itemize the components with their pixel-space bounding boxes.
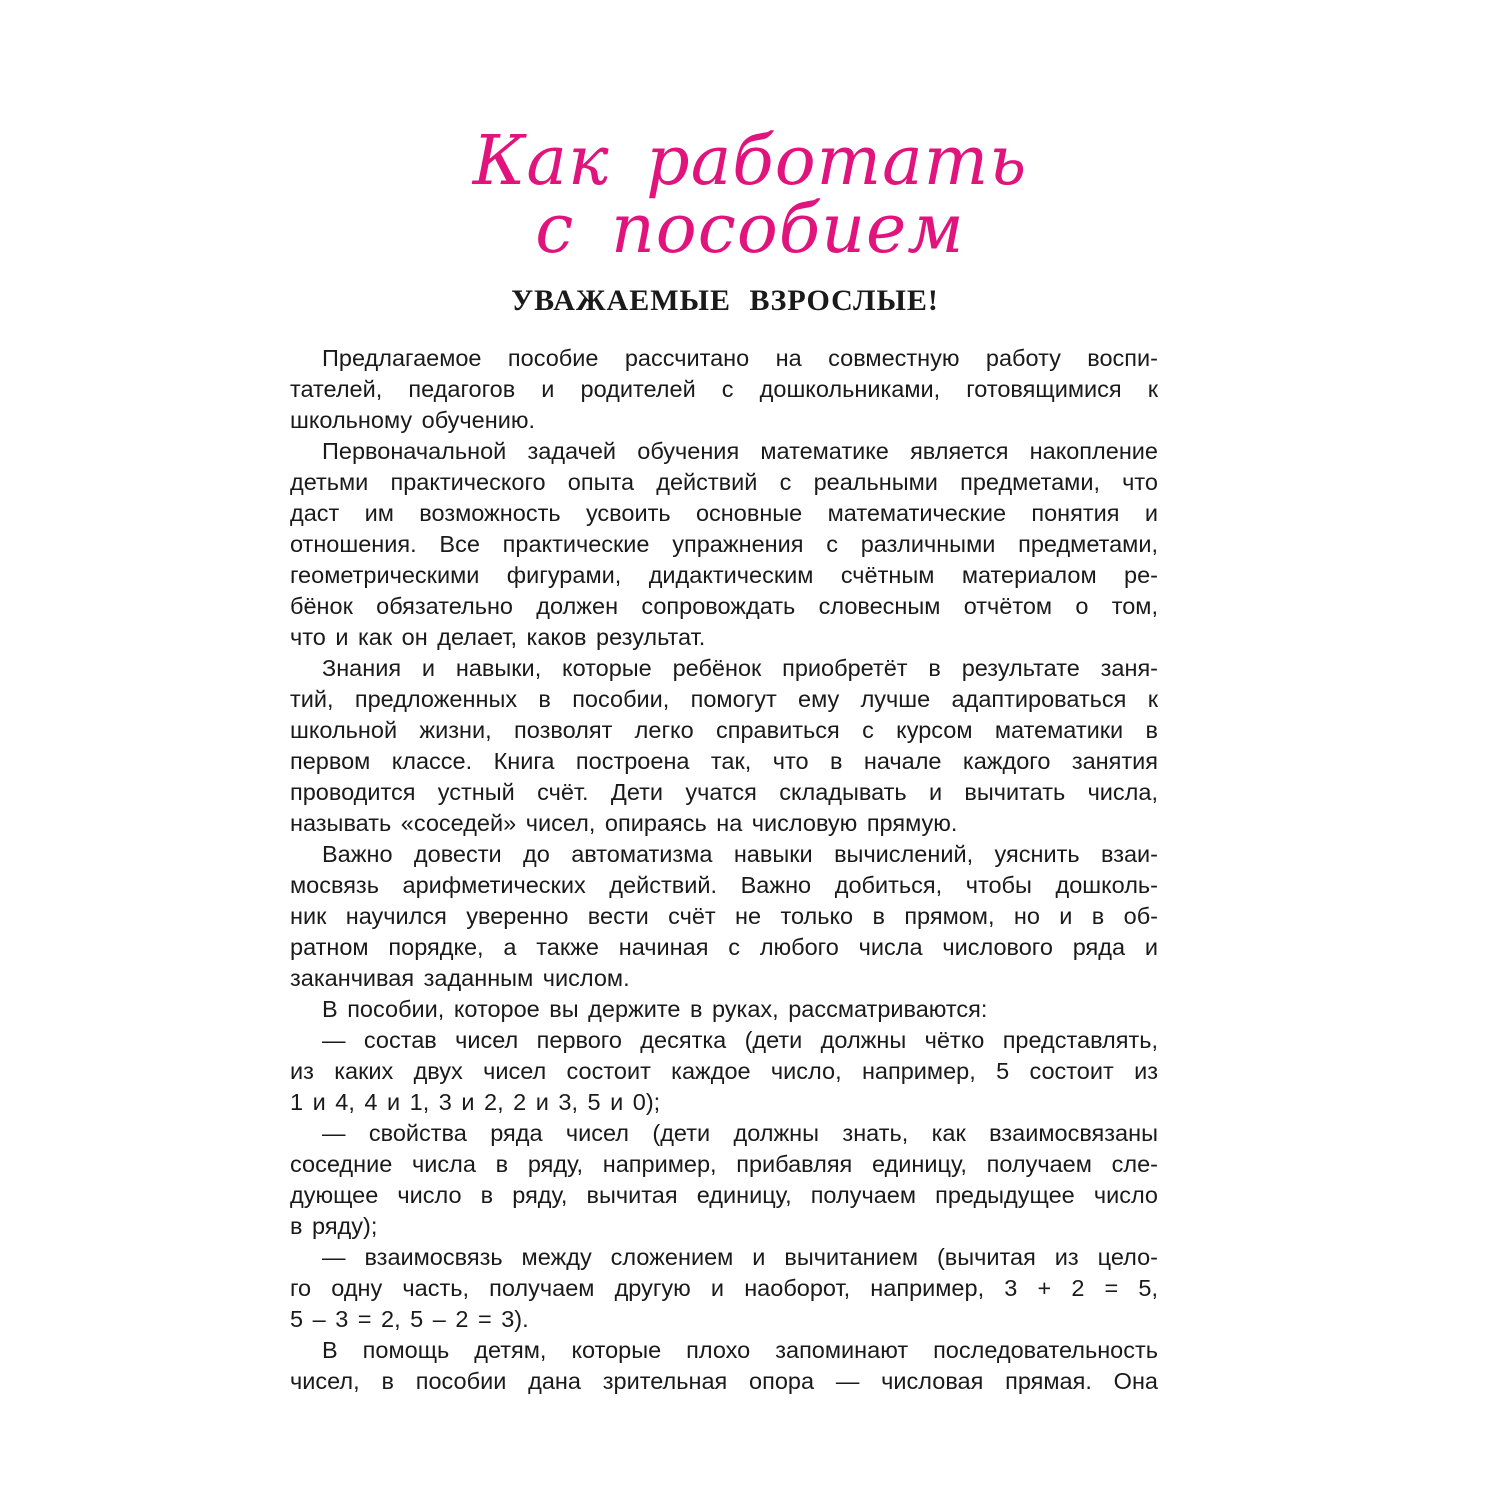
text-line: первом классе. Книга построена так, что в начале каждого занятия <box>290 748 1158 774</box>
page-title-line-1: Как работать <box>472 122 1028 201</box>
greeting-heading: УВАЖАЕМЫЕ ВЗРОСЛЫЕ! <box>511 284 939 317</box>
text-line: соседние числа в ряду, например, прибавляя единицу, получаем сле- <box>290 1151 1158 1177</box>
text-line: Знания и навыки, которые ребёнок приобретёт в результате заня- <box>322 655 1158 681</box>
text-line: — взаимосвязь между сложением и вычитанием (вычитая из цело- <box>322 1244 1158 1270</box>
text-line: из каких двух чисел состоит каждое число, например, 5 состоит из <box>290 1058 1158 1084</box>
text-line: в ряду); <box>290 1213 378 1239</box>
text-line: Предлагаемое пособие рассчитано на совместную работу воспи- <box>322 345 1158 371</box>
text-line: В пособии, которое вы держите в руках, рассматриваются: <box>322 996 988 1022</box>
text-line: называть «соседей» чисел, опираясь на числовую прямую. <box>290 810 958 836</box>
text-line: заканчивая заданным числом. <box>290 965 630 991</box>
text-line: бёнок обязательно должен сопровождать словесным отчётом о том, <box>290 593 1158 619</box>
text-line: мосвязь арифметических действий. Важно добиться, чтобы дошколь- <box>290 872 1158 898</box>
text-line: даст им возможность усвоить основные математические понятия и <box>290 500 1158 526</box>
text-line: тий, предложенных в пособии, помогут ему лучше адаптироваться к <box>290 686 1158 712</box>
text-line: школьному обучению. <box>290 407 535 433</box>
text-line: геометрическими фигурами, дидактическим счётным материалом ре- <box>290 562 1158 588</box>
body-text <box>290 343 1158 1397</box>
text-line: отношения. Все практические упражнения с различными предметами, <box>290 531 1158 557</box>
text-line: Первоначальной задачей обучения математике является накопление <box>322 438 1158 464</box>
text-line: Важно довести до автоматизма навыки вычислений, уяснить взаи- <box>322 841 1158 867</box>
text-line: ник научился уверенно вести счёт не только в прямом, но и в об- <box>290 903 1158 929</box>
text-line: — состав чисел первого десятка (дети должны чётко представлять, <box>322 1027 1158 1053</box>
text-line: дующее число в ряду, вычитая единицу, получаем предыдущее число <box>290 1182 1158 1208</box>
text-line: В помощь детям, которые плохо запоминают последовательность <box>322 1337 1158 1363</box>
text-line: школьной жизни, позволят легко справиться с курсом математики в <box>290 717 1158 743</box>
text-line: 1 и 4, 4 и 1, 3 и 2, 2 и 3, 5 и 0); <box>290 1089 661 1115</box>
text-line: ратном порядке, а также начиная с любого числа числового ряда и <box>290 934 1158 960</box>
page-title-line-2: с пособием <box>535 190 965 269</box>
text-line: детьми практического опыта действий с реальными предметами, что <box>290 469 1158 495</box>
text-line: проводится устный счёт. Дети учатся складывать и вычитать числа, <box>290 779 1158 805</box>
text-line: 5 – 3 = 2, 5 – 2 = 3). <box>290 1306 529 1332</box>
text-line: го одну часть, получаем другую и наоборот, например, 3 + 2 = 5, <box>290 1275 1158 1301</box>
text-line: тателей, педагогов и родителей с дошкольниками, готовящимися к <box>290 376 1158 402</box>
text-line: чисел, в пособии дана зрительная опора — числовая прямая. Она <box>290 1368 1158 1394</box>
text-line: — свойства ряда чисел (дети должны знать, как взаимосвязаны <box>322 1120 1158 1146</box>
text-line: что и как он делает, каков результат. <box>290 624 706 650</box>
